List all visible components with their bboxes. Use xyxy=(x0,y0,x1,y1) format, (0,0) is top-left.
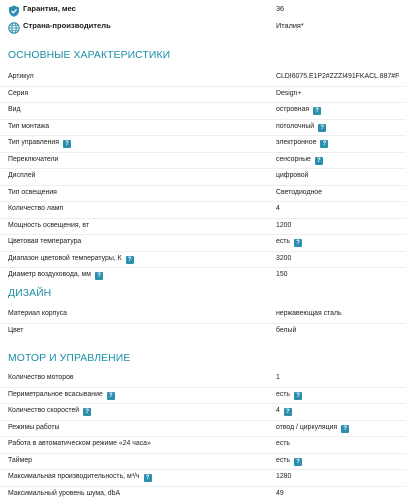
help-icon[interactable]: ? xyxy=(315,157,323,165)
section-title-design: ДИЗАЙН xyxy=(8,288,51,299)
help-icon[interactable]: ? xyxy=(320,140,328,148)
spec-row xyxy=(0,234,406,252)
warranty-value: 36 xyxy=(276,4,284,13)
spec-value-text: цифровой xyxy=(276,172,308,179)
help-icon[interactable]: ? xyxy=(313,107,321,115)
spec-label xyxy=(8,205,63,212)
spec-value xyxy=(276,222,291,229)
spec-value-text: 4 xyxy=(276,407,280,414)
spec-value xyxy=(276,189,322,196)
spec-value-text: 150 xyxy=(276,271,288,278)
spec-value xyxy=(276,90,301,97)
spec-value xyxy=(276,490,284,497)
spec-label xyxy=(8,90,28,97)
spec-label xyxy=(8,310,67,317)
shield-check-icon xyxy=(8,5,20,17)
spec-value-text: есть xyxy=(276,391,290,398)
spec-label xyxy=(8,473,152,482)
spec-value xyxy=(276,310,342,317)
spec-value xyxy=(276,106,321,115)
spec-value xyxy=(276,139,328,148)
help-icon[interactable]: ? xyxy=(95,272,103,280)
spec-label xyxy=(8,490,120,497)
spec-value-text: Светодиодное xyxy=(276,189,322,196)
spec-label xyxy=(8,156,58,163)
spec-row xyxy=(0,152,406,170)
spec-label-text: Тип монтажа xyxy=(8,123,49,130)
spec-value-text: потолочный xyxy=(276,123,314,130)
spec-label-text: Диапазон цветовой температуры, К xyxy=(8,255,122,262)
spec-value-text: 1200 xyxy=(276,222,291,229)
warranty-label: Гарантия, мес xyxy=(23,4,76,13)
spec-value-text: нержавеющая сталь xyxy=(276,310,342,317)
spec-label-text: Дисплей xyxy=(8,172,35,179)
top-row-country xyxy=(0,17,406,39)
spec-value xyxy=(276,473,291,480)
spec-label xyxy=(8,238,81,245)
spec-label-text: Серия xyxy=(8,90,28,97)
spec-label-text: Тип управления xyxy=(8,139,59,146)
spec-label xyxy=(8,255,134,264)
spec-row xyxy=(0,370,406,388)
spec-label xyxy=(8,172,35,179)
spec-value-text: сенсорные xyxy=(276,156,311,163)
spec-row xyxy=(0,420,406,438)
spec-value-text: Design+ xyxy=(276,90,301,97)
spec-value xyxy=(276,457,302,466)
spec-label xyxy=(8,222,89,229)
spec-row xyxy=(0,201,406,219)
help-icon[interactable]: ? xyxy=(284,408,292,416)
spec-value xyxy=(276,391,302,400)
country-value: Италия* xyxy=(276,21,304,30)
spec-row xyxy=(0,251,406,269)
spec-label-text: Мощность освещения, вт xyxy=(8,222,89,229)
spec-label-text: Цветовая температура xyxy=(8,238,81,245)
spec-label xyxy=(8,327,23,334)
spec-value-text: белый xyxy=(276,327,296,334)
spec-value-text: электронное xyxy=(276,139,316,146)
spec-label-text: Цвет xyxy=(8,327,23,334)
spec-label xyxy=(8,407,91,416)
spec-row xyxy=(0,119,406,137)
spec-value-text: 1280 xyxy=(276,473,291,480)
spec-label-text: Количество моторов xyxy=(8,374,74,381)
spec-label-text: Максимальная производительность, м³/ч xyxy=(8,473,140,480)
help-icon[interactable]: ? xyxy=(83,408,91,416)
help-icon[interactable]: ? xyxy=(107,392,115,400)
spec-value-text: есть xyxy=(276,457,290,464)
spec-label xyxy=(8,424,60,431)
spec-value-text: есть xyxy=(276,440,290,447)
spec-row xyxy=(0,387,406,405)
help-icon[interactable]: ? xyxy=(294,239,302,247)
spec-label-text: Переключатели xyxy=(8,156,58,163)
spec-row xyxy=(0,168,406,186)
spec-row xyxy=(0,469,406,487)
spec-value-text: 49 xyxy=(276,490,284,497)
help-icon[interactable]: ? xyxy=(341,425,349,433)
spec-row xyxy=(0,436,406,454)
spec-label-text: Периметральное всасывание xyxy=(8,391,103,398)
spec-row xyxy=(0,86,406,104)
spec-value-text: есть xyxy=(276,238,290,245)
spec-row xyxy=(0,306,406,324)
spec-label-text: Таймер xyxy=(8,457,32,464)
spec-row xyxy=(0,218,406,236)
section-title-motor: МОТОР И УПРАВЛЕНИЕ xyxy=(8,353,130,364)
spec-value xyxy=(276,424,349,433)
spec-label-text: Количество скоростей xyxy=(8,407,79,414)
spec-label xyxy=(8,73,34,80)
spec-row xyxy=(0,135,406,153)
spec-row xyxy=(0,185,406,203)
help-icon[interactable]: ? xyxy=(144,474,152,482)
spec-value-text: отвод / циркуляция xyxy=(276,424,337,431)
help-icon[interactable]: ? xyxy=(126,256,134,264)
spec-label xyxy=(8,457,32,464)
spec-value-text: 4 xyxy=(276,205,280,212)
spec-row xyxy=(0,323,406,340)
spec-value xyxy=(276,156,323,165)
spec-label-text: Максимальный уровень шума, dbA xyxy=(8,490,120,497)
spec-label-text: Режимы работы xyxy=(8,424,60,431)
globe-icon xyxy=(8,22,20,34)
spec-label xyxy=(8,139,71,148)
spec-label-text: Диаметр воздуховода, мм xyxy=(8,271,91,278)
spec-row xyxy=(0,453,406,471)
spec-value xyxy=(276,407,292,416)
section-title-main: ОСНОВНЫЕ ХАРАКТЕРИСТИКИ xyxy=(8,50,170,61)
help-icon[interactable]: ? xyxy=(294,392,302,400)
spec-label-text: Работа в автоматическом режиме «24 часа» xyxy=(8,440,151,447)
spec-label-text: Количество ламп xyxy=(8,205,63,212)
help-icon[interactable]: ? xyxy=(318,124,326,132)
spec-row xyxy=(0,486,406,502)
spec-label xyxy=(8,271,103,280)
country-label: Страна-производитель xyxy=(23,21,111,30)
spec-value xyxy=(276,374,280,381)
help-icon[interactable]: ? xyxy=(294,458,302,466)
spec-value xyxy=(276,255,291,262)
spec-label xyxy=(8,189,57,196)
spec-row xyxy=(0,403,406,421)
spec-value-text: 3200 xyxy=(276,255,291,262)
spec-label xyxy=(8,391,115,400)
spec-value-text: островная xyxy=(276,106,309,113)
spec-label-text: Вид xyxy=(8,106,20,113)
spec-row xyxy=(0,102,406,120)
spec-label xyxy=(8,123,49,130)
spec-value xyxy=(276,73,399,80)
spec-label-text: Тип освещения xyxy=(8,189,57,196)
spec-value-text: 1 xyxy=(276,374,280,381)
spec-value xyxy=(276,327,296,334)
spec-value xyxy=(276,271,288,278)
spec-label xyxy=(8,440,151,447)
spec-value xyxy=(276,238,302,247)
spec-value-text: CLDI6075.E1P2#ZZZI491FKACL.887#F xyxy=(276,73,399,80)
spec-label xyxy=(8,374,74,381)
help-icon[interactable]: ? xyxy=(63,140,71,148)
spec-label-text: Артикул xyxy=(8,73,34,80)
spec-value xyxy=(276,123,326,132)
spec-label-text: Материал корпуса xyxy=(8,310,67,317)
spec-label xyxy=(8,106,20,113)
spec-value xyxy=(276,205,280,212)
spec-row xyxy=(0,267,406,284)
spec-value xyxy=(276,172,308,179)
spec-row xyxy=(0,69,406,87)
spec-value xyxy=(276,440,290,447)
